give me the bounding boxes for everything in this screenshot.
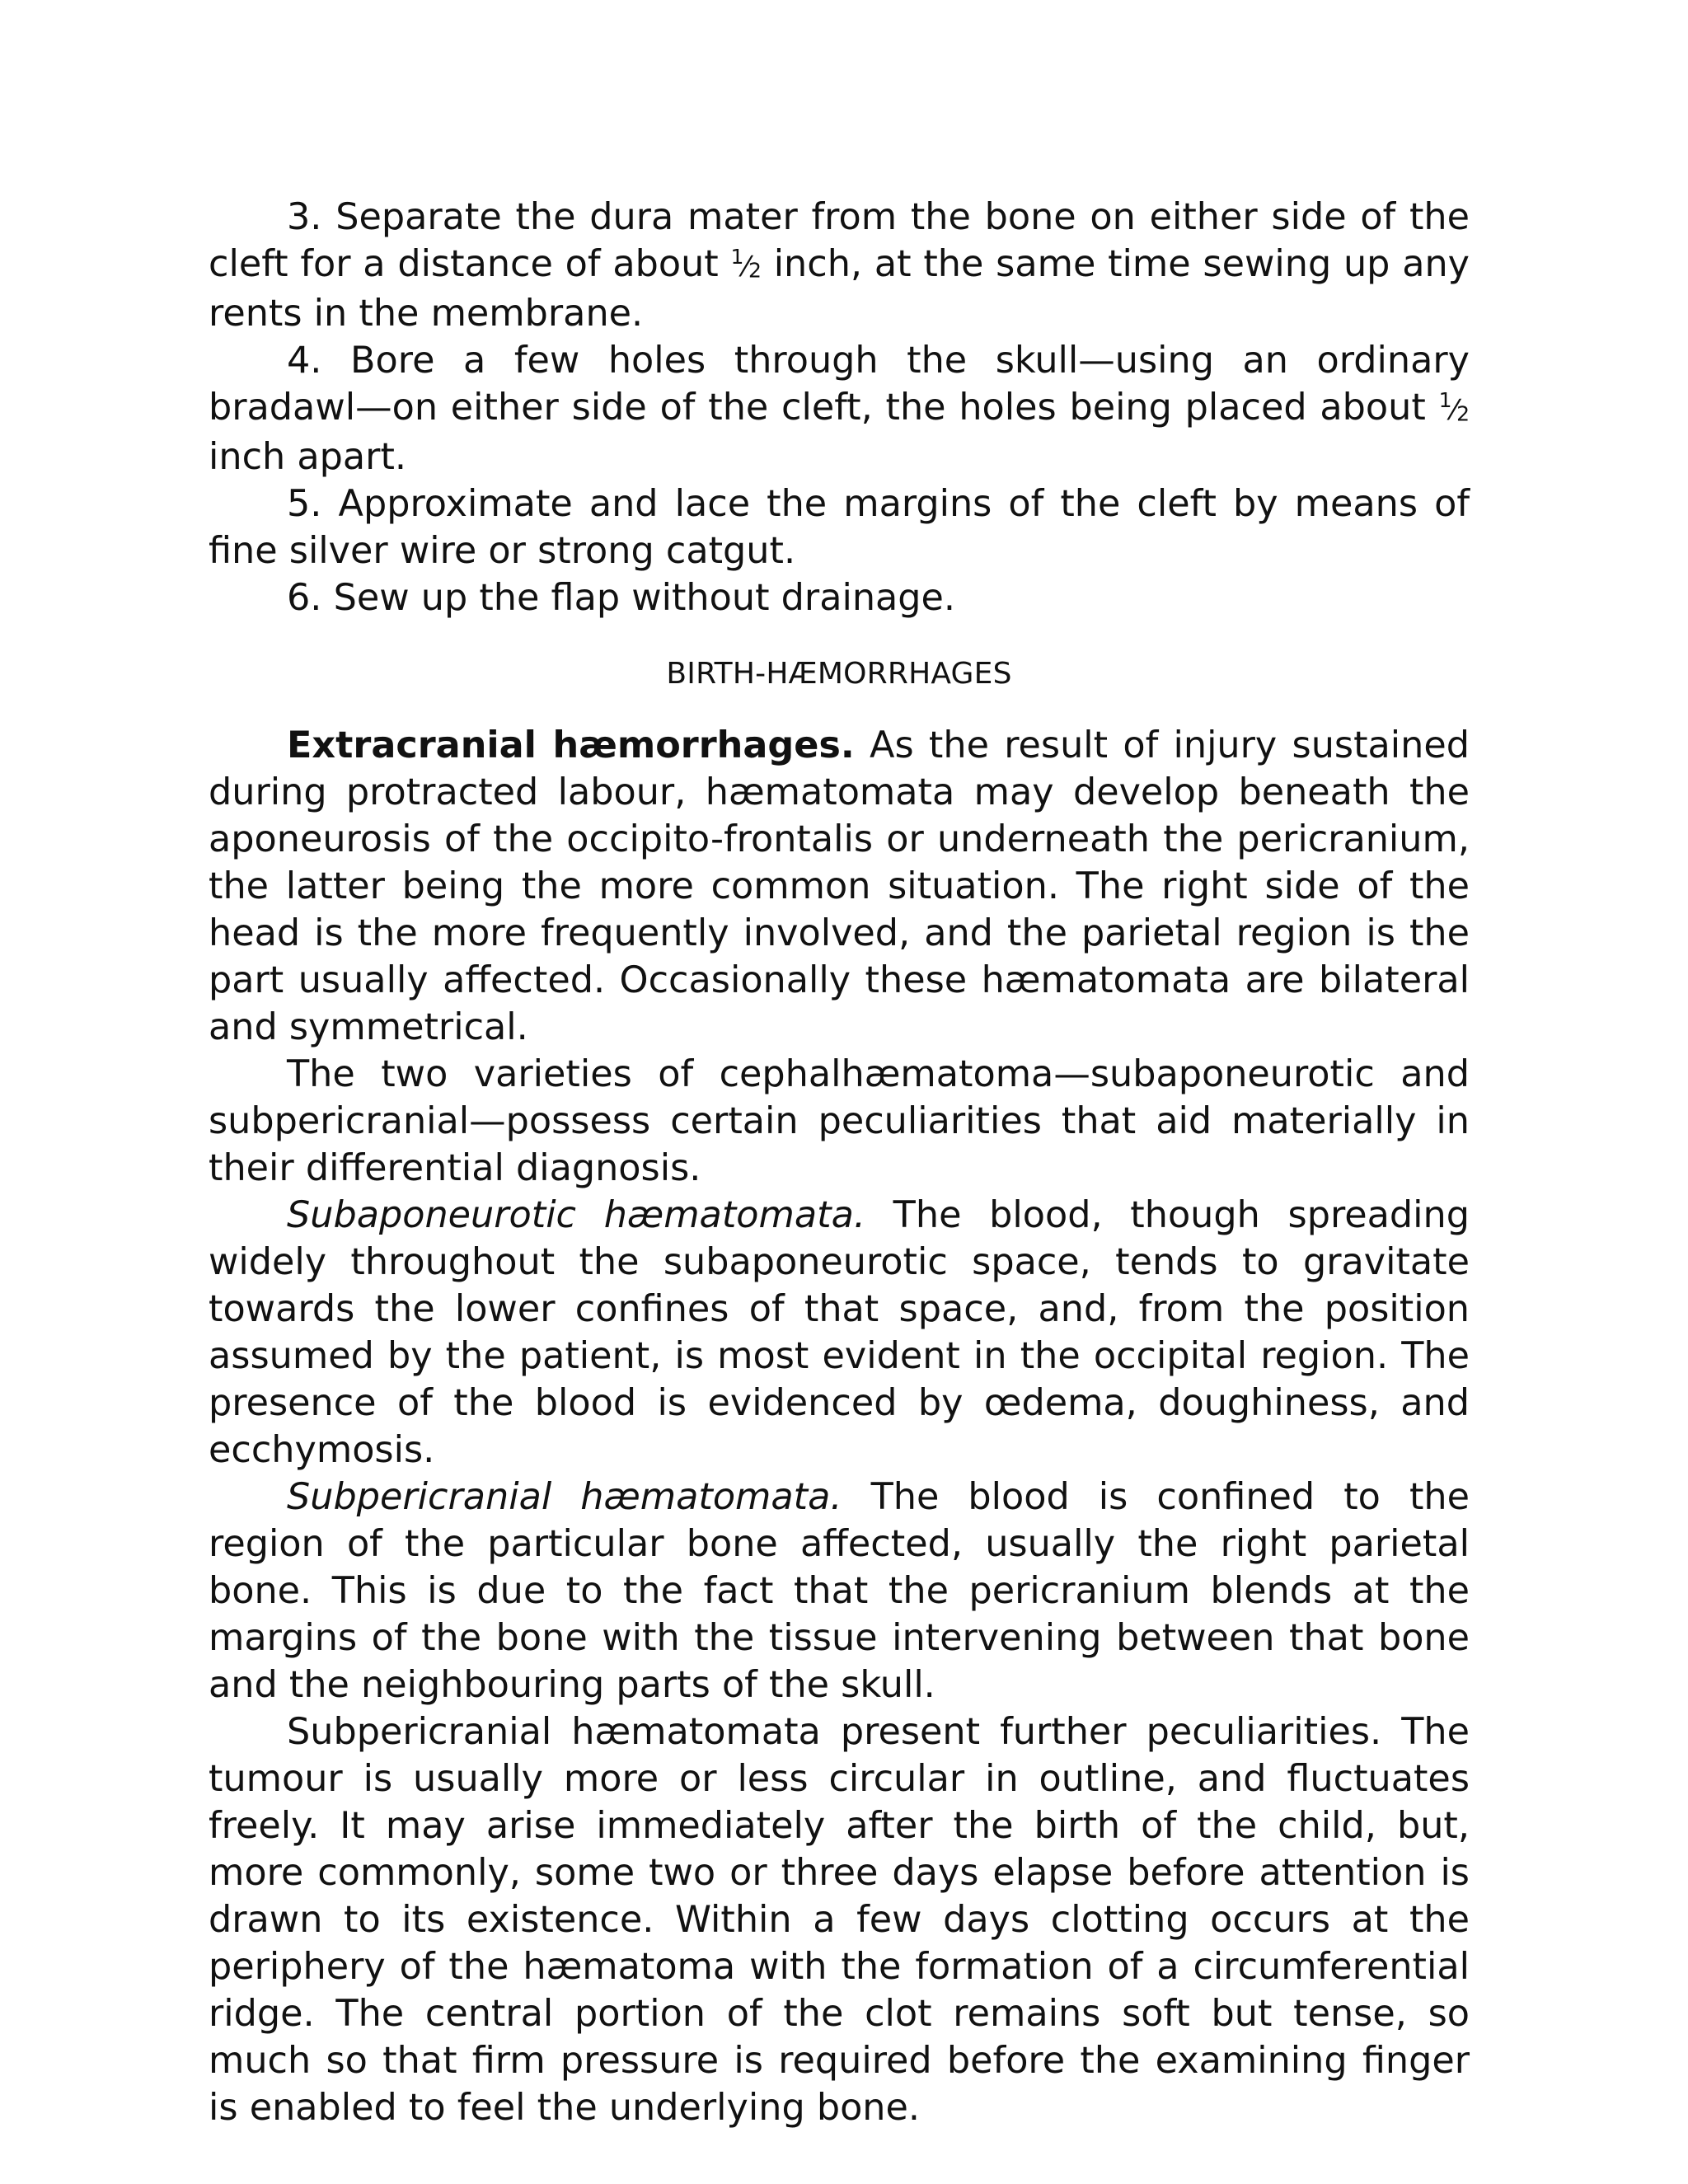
paragraph-two-varieties: The two varieties of cephalhæmatoma—subaponeurotic and subpericranial—possess certain peculiarities that aid materially in their differential diagnosis. (209, 1053, 1470, 1189)
paragraph-subaponeurotic (209, 1192, 1470, 1474)
step-4-text-after: inch apart. (209, 436, 407, 478)
fraction-numerator: 1 (1438, 387, 1452, 412)
fraction-one-half (1438, 387, 1470, 426)
step-4-text-before: 4. Bore a few holes through the skull—using an ordinary bradawl—on either side of the cleft, the holes being placed about (209, 340, 1470, 429)
document-page (209, 194, 1470, 2131)
step-3 (209, 194, 1470, 337)
paragraph-lead-italic: Subpericranial hæmatomata. (287, 1476, 842, 1518)
fraction-denominator: 2 (1456, 401, 1470, 426)
step-3-text-before: 3. Separate the dura mater from the bone on either side of the cleft for a distance of about (209, 196, 1470, 285)
fraction-one-half (730, 244, 762, 283)
fraction-slash: ⁄ (1451, 394, 1457, 426)
step-3-text-after: inch, at the same time sewing up any rents in the membrane. (209, 243, 1470, 335)
step-4 (209, 337, 1470, 480)
paragraph-body: The blood, though spreading widely throughout the subaponeurotic space, tends to gravitate towards the lower confines of that space, and, from the position assumed by the patient, is most evident in the occipital region. The presence of the blood is evidenced by œdema, doughiness, and ecchymosis. (209, 1194, 1470, 1471)
step-5: 5. Approximate and lace the margins of the cleft by means of fine silver wire or strong catgut. (209, 483, 1470, 572)
paragraph-body: As the result of injury sustained during protracted labour, hæmatomata may develop beneath the aponeurosis of the occipito-frontalis or underneath the pericranium, the latter being the more common situation. The right side of the head is the more frequently involved, and the parietal region is the part usually affected. Occasionally these hæmatomata are bilateral and symmetrical. (209, 724, 1470, 1048)
section-heading: BIRTH-HÆMORRHAGES (666, 657, 1012, 691)
fraction-slash: ⁄ (743, 251, 748, 283)
paragraph-peculiarities: Subpericranial hæmatomata present further peculiarities. The tumour is usually more or less circular in outline, and fluctuates freely. It may arise immediately after the birth of the child, but, more commonly, some two or three days elapse before attention is drawn to its existence. Within a few days clotting occurs at the periphery of the hæmatoma with the formation of a circumferential ridge. The central portion of the clot remains soft but tense, so much so that firm pressure is required before the examining finger is enabled to feel the underlying bone. (209, 1711, 1470, 2129)
paragraph-body: The blood is confined to the region of the particular bone affected, usually the right parietal bone. This is due to the fact that the pericranium blends at the margins of the bone with the tissue intervening between that bone and the neighbouring parts of the skull. (209, 1476, 1470, 1706)
paragraph-lead-italic: Subaponeurotic hæmatomata. (287, 1194, 865, 1236)
fraction-denominator: 2 (748, 258, 762, 283)
paragraph-subpericranial (209, 1474, 1470, 1708)
fraction-numerator: 1 (730, 244, 744, 269)
step-6: 6. Sew up the flap without drainage. (287, 577, 956, 619)
paragraph-lead-bold: Extracranial hæmorrhages. (287, 724, 855, 766)
paragraph-extracranial (209, 722, 1470, 1051)
